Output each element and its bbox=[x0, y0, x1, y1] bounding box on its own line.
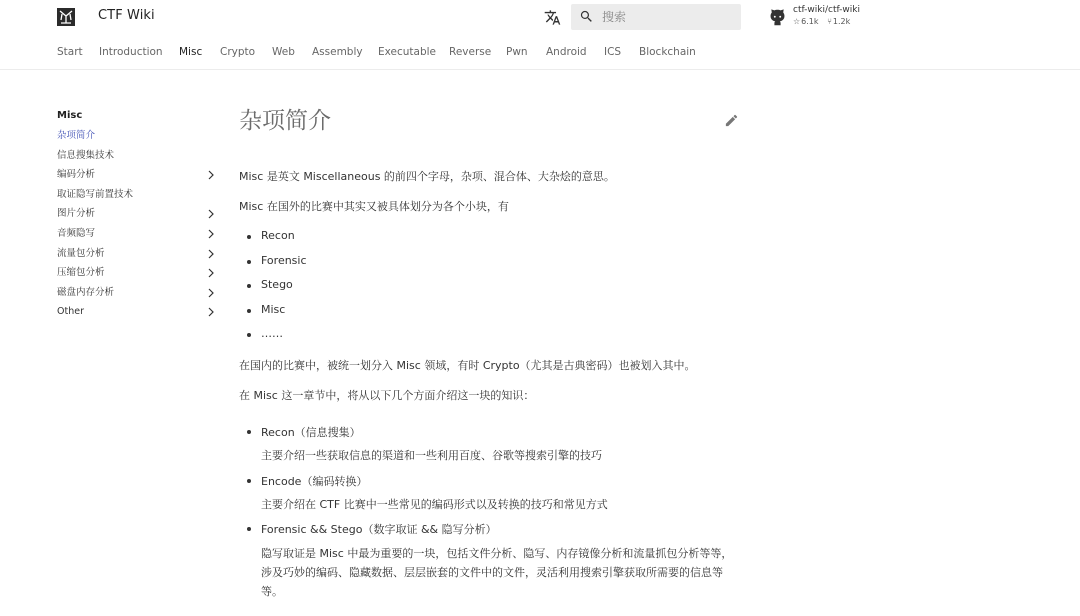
sidebar-item-disk-memory[interactable] bbox=[57, 285, 217, 305]
sidebar-title: Misc bbox=[57, 110, 83, 121]
tab-start[interactable]: Start bbox=[57, 46, 83, 58]
list-item: Recon bbox=[261, 229, 295, 242]
header bbox=[0, 0, 1080, 36]
sidebar-item-encode[interactable] bbox=[57, 167, 217, 187]
logo-icon[interactable] bbox=[57, 8, 75, 26]
list-item-title: Encode（编码转换） bbox=[261, 475, 368, 488]
search-icon bbox=[579, 9, 594, 24]
tab-reverse[interactable]: Reverse bbox=[449, 46, 492, 58]
bullet-dot bbox=[247, 284, 251, 288]
sidebar bbox=[57, 108, 217, 324]
list-item-desc: 隐写取证是 Misc 中最为重要的一块，包括文件分析、隐写、内存镜像分析和流量抓包分析等等，涉及巧妙的编码、隐藏数据、层层嵌套的文件中的文件，灵活利用搜索引擎获取所需要的信息等等。 bbox=[261, 547, 733, 598]
list-item-title: Forensic && Stego（数字取证 && 隐写分析） bbox=[261, 523, 497, 536]
chevron-right-icon[interactable] bbox=[207, 288, 215, 298]
bullet-dot bbox=[247, 309, 251, 313]
sidebar-item-forensic-pre[interactable] bbox=[57, 187, 217, 207]
bullet-dot bbox=[247, 527, 251, 531]
tab-web[interactable]: Web bbox=[272, 46, 295, 58]
search-input[interactable] bbox=[602, 8, 732, 26]
paragraph: 在 Misc 这一章节中，将从以下几个方面介绍这一块的知识： bbox=[239, 389, 535, 402]
main-content bbox=[239, 104, 741, 598]
tab-ics[interactable]: ICS bbox=[604, 46, 622, 58]
bullet-dot bbox=[247, 260, 251, 264]
tab-executable[interactable]: Executable bbox=[378, 46, 437, 58]
tab-assembly[interactable]: Assembly bbox=[312, 46, 363, 58]
sidebar-item-label: 取证隐写前置技术 bbox=[57, 188, 134, 200]
sidebar-item-label: 音频隐写 bbox=[57, 227, 96, 239]
paragraph: Misc 是英文 Miscellaneous 的前四个字母，杂项、混合体、大杂烩的意思。 bbox=[239, 170, 615, 183]
edit-icon[interactable] bbox=[724, 113, 739, 128]
bullet-dot bbox=[247, 235, 251, 239]
sidebar-item-label: 磁盘内存分析 bbox=[57, 286, 115, 298]
list-item: Misc bbox=[261, 303, 286, 316]
repo-forks: 1.2k bbox=[832, 17, 851, 26]
nav-tabs bbox=[0, 36, 1080, 70]
chevron-right-icon[interactable] bbox=[207, 229, 215, 239]
paragraph: Misc 在国外的比赛中其实又被具体划分为各个小块，有 bbox=[239, 200, 509, 213]
tab-crypto[interactable]: Crypto bbox=[220, 46, 256, 58]
repo-facts bbox=[793, 17, 856, 26]
chevron-right-icon[interactable] bbox=[207, 209, 215, 219]
sidebar-item-label: Other bbox=[57, 306, 84, 318]
list-item: …… bbox=[261, 327, 283, 340]
sidebar-item-label: 编码分析 bbox=[57, 169, 96, 181]
chevron-right-icon[interactable] bbox=[207, 170, 215, 180]
translate-icon[interactable] bbox=[544, 9, 561, 26]
chevron-right-icon[interactable] bbox=[207, 307, 215, 317]
chevron-right-icon[interactable] bbox=[207, 249, 215, 259]
bullet-dot bbox=[247, 479, 251, 483]
tab-pwn[interactable]: Pwn bbox=[506, 46, 528, 58]
sidebar-item-label: 信息搜集技术 bbox=[57, 149, 115, 161]
tab-blockchain[interactable]: Blockchain bbox=[639, 46, 696, 58]
github-icon bbox=[768, 9, 787, 26]
sidebar-item-traffic[interactable] bbox=[57, 246, 217, 266]
sidebar-item-recon[interactable] bbox=[57, 148, 217, 168]
bullet-dot bbox=[247, 430, 251, 434]
fork-icon: ⑂ bbox=[827, 17, 832, 26]
page-title: 杂项简介 bbox=[239, 108, 331, 134]
list-item-desc: 主要介绍一些获取信息的渠道和一些利用百度、谷歌等搜索引擎的技巧 bbox=[261, 449, 602, 462]
site-title[interactable]: CTF Wiki bbox=[98, 8, 155, 23]
tab-android[interactable]: Android bbox=[546, 46, 587, 58]
list-item-desc: 主要介绍在 CTF 比赛中一些常见的编码形式以及转换的技巧和常见方式 bbox=[261, 498, 608, 511]
chevron-right-icon[interactable] bbox=[207, 268, 215, 278]
repo-stars: 6.1k bbox=[801, 17, 819, 26]
sidebar-item-intro[interactable] bbox=[57, 128, 217, 148]
list-item: Stego bbox=[261, 278, 293, 291]
list-item: Forensic bbox=[261, 254, 307, 267]
sidebar-item-archive[interactable] bbox=[57, 265, 217, 285]
tab-misc[interactable]: Misc bbox=[179, 46, 203, 58]
sidebar-item-label: 压缩包分析 bbox=[57, 267, 105, 279]
list-item-title: Recon（信息搜集） bbox=[261, 426, 361, 439]
tab-introduction[interactable]: Introduction bbox=[99, 46, 163, 58]
paragraph: 在国内的比赛中，被统一划分入 Misc 领域，有时 Crypto（尤其是古典密码）也被划入其中。 bbox=[239, 359, 696, 372]
sidebar-item-other[interactable] bbox=[57, 304, 217, 324]
repo-name: ctf-wiki/ctf-wiki bbox=[793, 5, 860, 15]
bullet-dot bbox=[247, 333, 251, 337]
search-box[interactable] bbox=[571, 4, 741, 30]
sidebar-item-picture[interactable] bbox=[57, 206, 217, 226]
star-icon: ☆ bbox=[793, 17, 801, 26]
sidebar-item-audio[interactable] bbox=[57, 226, 217, 246]
sidebar-item-label: 图片分析 bbox=[57, 208, 96, 220]
sidebar-item-label: 流量包分析 bbox=[57, 247, 105, 259]
sidebar-item-label: 杂项简介 bbox=[57, 130, 96, 141]
